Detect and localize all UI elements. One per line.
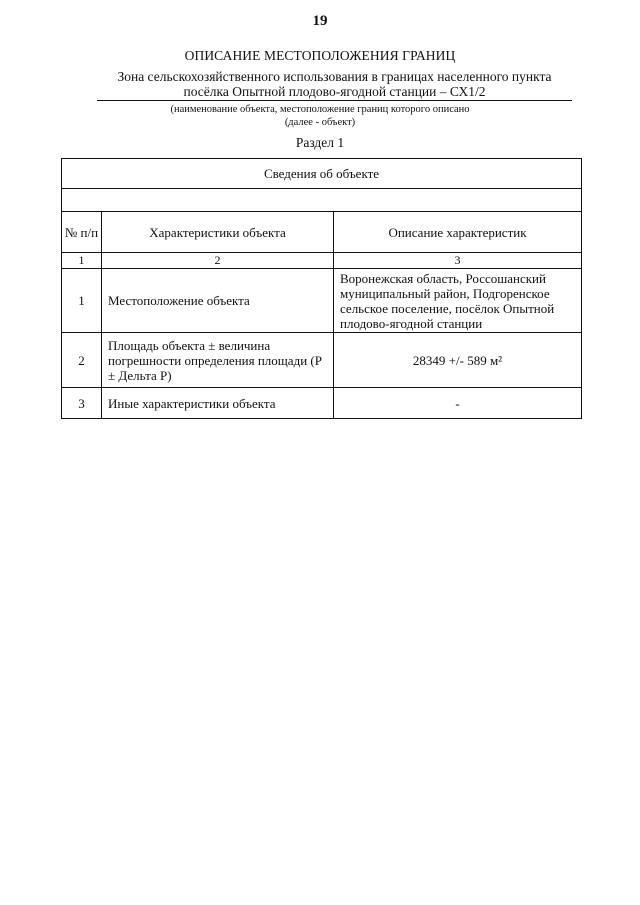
object-info-table — [61, 158, 582, 419]
page-number: 19 — [312, 13, 328, 29]
row-num: 2 — [62, 333, 102, 388]
table-row — [62, 333, 582, 388]
object-name-caption — [0, 103, 640, 129]
table-row — [62, 269, 582, 333]
caption-line-2: (далее - объект) — [284, 117, 356, 128]
row-characteristic: Площадь объекта ± величина погрешности определения площади (Р ± Дельта Р) — [102, 333, 334, 388]
table-row — [62, 388, 582, 419]
header-description: Описание характеристик — [334, 212, 582, 253]
empty-cell — [62, 189, 582, 212]
column-number: 2 — [102, 253, 334, 269]
header-characteristic: Характеристики объекта — [102, 212, 334, 253]
section-title: Раздел 1 — [295, 135, 345, 150]
table-header-row — [62, 212, 582, 253]
row-description: Воронежская область, Россошанский муниципальный район, Подгоренское сельское поселение, посёлок Опытной плодово-ягодной станции — [334, 269, 582, 333]
row-num: 3 — [62, 388, 102, 419]
table-title-row — [62, 159, 582, 189]
column-number: 1 — [62, 253, 102, 269]
header-num: № п/п — [62, 212, 102, 253]
object-name — [97, 69, 572, 101]
document-title: ОПИСАНИЕ МЕСТОПОЛОЖЕНИЯ ГРАНИЦ — [184, 48, 456, 63]
row-num: 1 — [62, 269, 102, 333]
caption-line-1: (наименование объекта, местоположение границ которого описано — [170, 104, 470, 115]
column-number: 3 — [334, 253, 582, 269]
object-name-line-1: Зона сельскохозяйственного использования в границах населенного пункта — [117, 69, 552, 84]
table-title: Сведения об объекте — [62, 159, 582, 189]
column-number-row — [62, 253, 582, 269]
row-characteristic: Местоположение объекта — [102, 269, 334, 333]
object-name-line-2: посёлка Опытной плодово-ягодной станции – СХ1/2 — [183, 84, 486, 99]
row-description: 28349 +/- 589 м² — [334, 333, 582, 388]
table-empty-row — [62, 189, 582, 212]
row-description: - — [334, 388, 582, 419]
row-characteristic: Иные характеристики объекта — [102, 388, 334, 419]
